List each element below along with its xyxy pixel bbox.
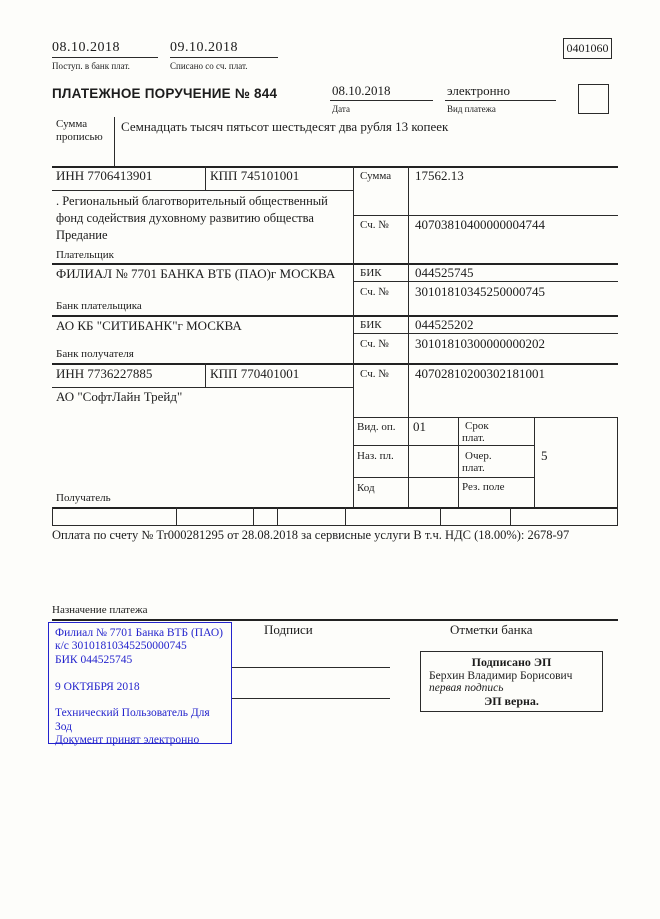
payer-inn: ИНН 7706413901 <box>56 168 153 183</box>
payer-kpp: КПП 745101001 <box>210 168 300 183</box>
table-line <box>534 417 535 507</box>
payer-bank-bik-label: БИК <box>360 267 382 279</box>
signature-line <box>232 698 390 699</box>
table-line <box>52 190 353 191</box>
table-line <box>52 315 618 317</box>
received-date-underline <box>52 57 158 58</box>
signatures-label: Подписи <box>264 622 313 637</box>
table-line <box>353 477 534 478</box>
table-line <box>253 507 254 525</box>
stamp-signed-title: Подписано ЭП <box>471 655 552 669</box>
table-line <box>205 166 206 190</box>
payee-bank-name: АО КБ "СИТИБАНК"г МОСКВА <box>56 318 242 333</box>
payee-bank-account-value: 30101810300000000202 <box>415 336 545 351</box>
payer-bank-section-label: Банк плательщика <box>56 300 142 312</box>
payment-type-underline <box>445 100 556 101</box>
payee-account-value: 40702810200302181001 <box>415 366 545 381</box>
table-line <box>52 387 353 388</box>
amount-words-value: Семнадцать тысяч пятьсот шестьдесят два рубля 13 копеек <box>121 119 449 134</box>
table-line <box>617 417 618 507</box>
received-date: 08.10.2018 <box>52 40 120 55</box>
amount-words-divider <box>114 117 115 166</box>
priority-value: 5 <box>541 448 548 463</box>
term-label-2: плат. <box>462 432 485 444</box>
payee-bank-bik-label: БИК <box>360 319 382 331</box>
table-line <box>458 417 459 507</box>
op-type-label: Вид. оп. <box>357 421 396 433</box>
payer-bank-bik-value: 044525745 <box>415 265 474 280</box>
document-date-underline <box>330 100 433 101</box>
payer-name: . Региональный благотворительный общественный фонд содействия духовному развитию общества Предание <box>56 194 328 242</box>
table-line <box>408 166 409 507</box>
payer-bank-account-value: 30101810345250000745 <box>415 284 545 299</box>
debited-date-underline <box>170 57 278 58</box>
document-title: ПЛАТЕЖНОЕ ПОРУЧЕНИЕ № 844 <box>52 86 278 101</box>
table-line <box>353 333 618 334</box>
document-date-label: Дата <box>332 104 350 114</box>
table-line <box>52 507 53 525</box>
table-line <box>277 507 278 525</box>
payer-section-label: Плательщик <box>56 249 114 261</box>
stamp-line: БИК 044525745 <box>55 653 133 666</box>
payer-bank-name: ФИЛИАЛ № 7701 БАНКА ВТБ (ПАО)г МОСКВА <box>56 266 336 281</box>
table-line <box>353 166 354 507</box>
signature-stamp-box <box>420 651 603 712</box>
table-line <box>52 507 618 509</box>
priority-label-2: плат. <box>462 462 485 474</box>
stamp-line: Зод <box>55 720 73 733</box>
payee-name: АО "СофтЛайн Трейд" <box>56 389 183 404</box>
bank-marks-label: Отметки банка <box>450 622 533 637</box>
payee-inn: ИНН 7736227885 <box>56 366 153 381</box>
table-line <box>52 525 618 526</box>
stamp-verified: ЭП верна. <box>484 694 539 708</box>
pay-purpose-label: Наз. пл. <box>357 450 394 462</box>
stamp-first-signature: первая подпись <box>429 682 504 694</box>
payee-bank-account-label: Сч. № <box>360 338 389 350</box>
purpose-section-label: Назначение платежа <box>52 604 148 616</box>
purpose-text: Оплата по счету № Tr000281295 от 28.08.2018 за сервисные услуги В т.ч. НДС (18.00%): 2678-97 <box>52 528 570 542</box>
priority-label-1: Очер. <box>465 450 492 462</box>
payee-kpp: КПП 770401001 <box>210 366 300 381</box>
stamp-signer-name: Берхин Владимир Борисович <box>429 670 573 682</box>
document-date: 08.10.2018 <box>332 83 391 98</box>
table-line <box>617 507 618 525</box>
payer-bank-account-label: Сч. № <box>360 286 389 298</box>
table-line <box>52 619 618 621</box>
reserve-label: Рез. поле <box>462 481 505 493</box>
form-code-box <box>563 38 612 59</box>
stamp-line: к/с 30101810345250000745 <box>55 640 187 653</box>
received-date-label: Поступ. в банк плат. <box>52 61 130 71</box>
payer-account-value: 40703810400000004744 <box>415 217 545 232</box>
sum-value: 17562.13 <box>415 168 464 183</box>
table-line <box>52 363 618 365</box>
payee-account-label: Сч. № <box>360 368 389 380</box>
bank-electronic-stamp <box>48 622 232 747</box>
payee-section-label: Получатель <box>56 492 111 504</box>
stamp-line <box>55 667 225 680</box>
term-label-1: Срок <box>465 420 489 432</box>
table-line <box>510 507 511 525</box>
stamp-line: Филиал № 7701 Банка ВТБ (ПАО) <box>55 627 223 639</box>
op-type-value: 01 <box>413 419 426 434</box>
table-line <box>353 417 618 418</box>
payment-type: электронно <box>447 83 511 98</box>
debited-date: 09.10.2018 <box>170 40 238 55</box>
table-line <box>52 263 618 265</box>
payment-type-label: Вид платежа <box>447 104 496 114</box>
table-line <box>353 445 534 446</box>
stamp-line: Документ принят электронно <box>55 734 200 747</box>
debited-date-label: Списано со сч. плат. <box>170 61 248 71</box>
stamp-line: 9 ОКТЯБРЯ 2018 <box>55 680 140 693</box>
table-line <box>353 215 618 216</box>
payee-bank-section-label: Банк получателя <box>56 348 134 360</box>
table-line <box>440 507 441 525</box>
sum-label: Сумма <box>360 170 392 182</box>
stamp-line: Технический Пользователь Для <box>55 707 210 720</box>
table-line <box>353 281 618 282</box>
payee-bank-bik-value: 044525202 <box>415 317 474 332</box>
status-box-empty <box>578 84 609 114</box>
table-line <box>176 507 177 525</box>
form-code: 0401060 <box>566 41 609 55</box>
table-line <box>345 507 346 525</box>
signature-line <box>232 667 390 668</box>
stamp-line <box>55 694 225 707</box>
amount-words-label-1: Сумма <box>56 118 88 130</box>
amount-words-label-2: прописью <box>56 131 103 143</box>
payer-account-label: Сч. № <box>360 219 389 231</box>
table-line <box>205 363 206 387</box>
code-label: Код <box>357 482 375 494</box>
